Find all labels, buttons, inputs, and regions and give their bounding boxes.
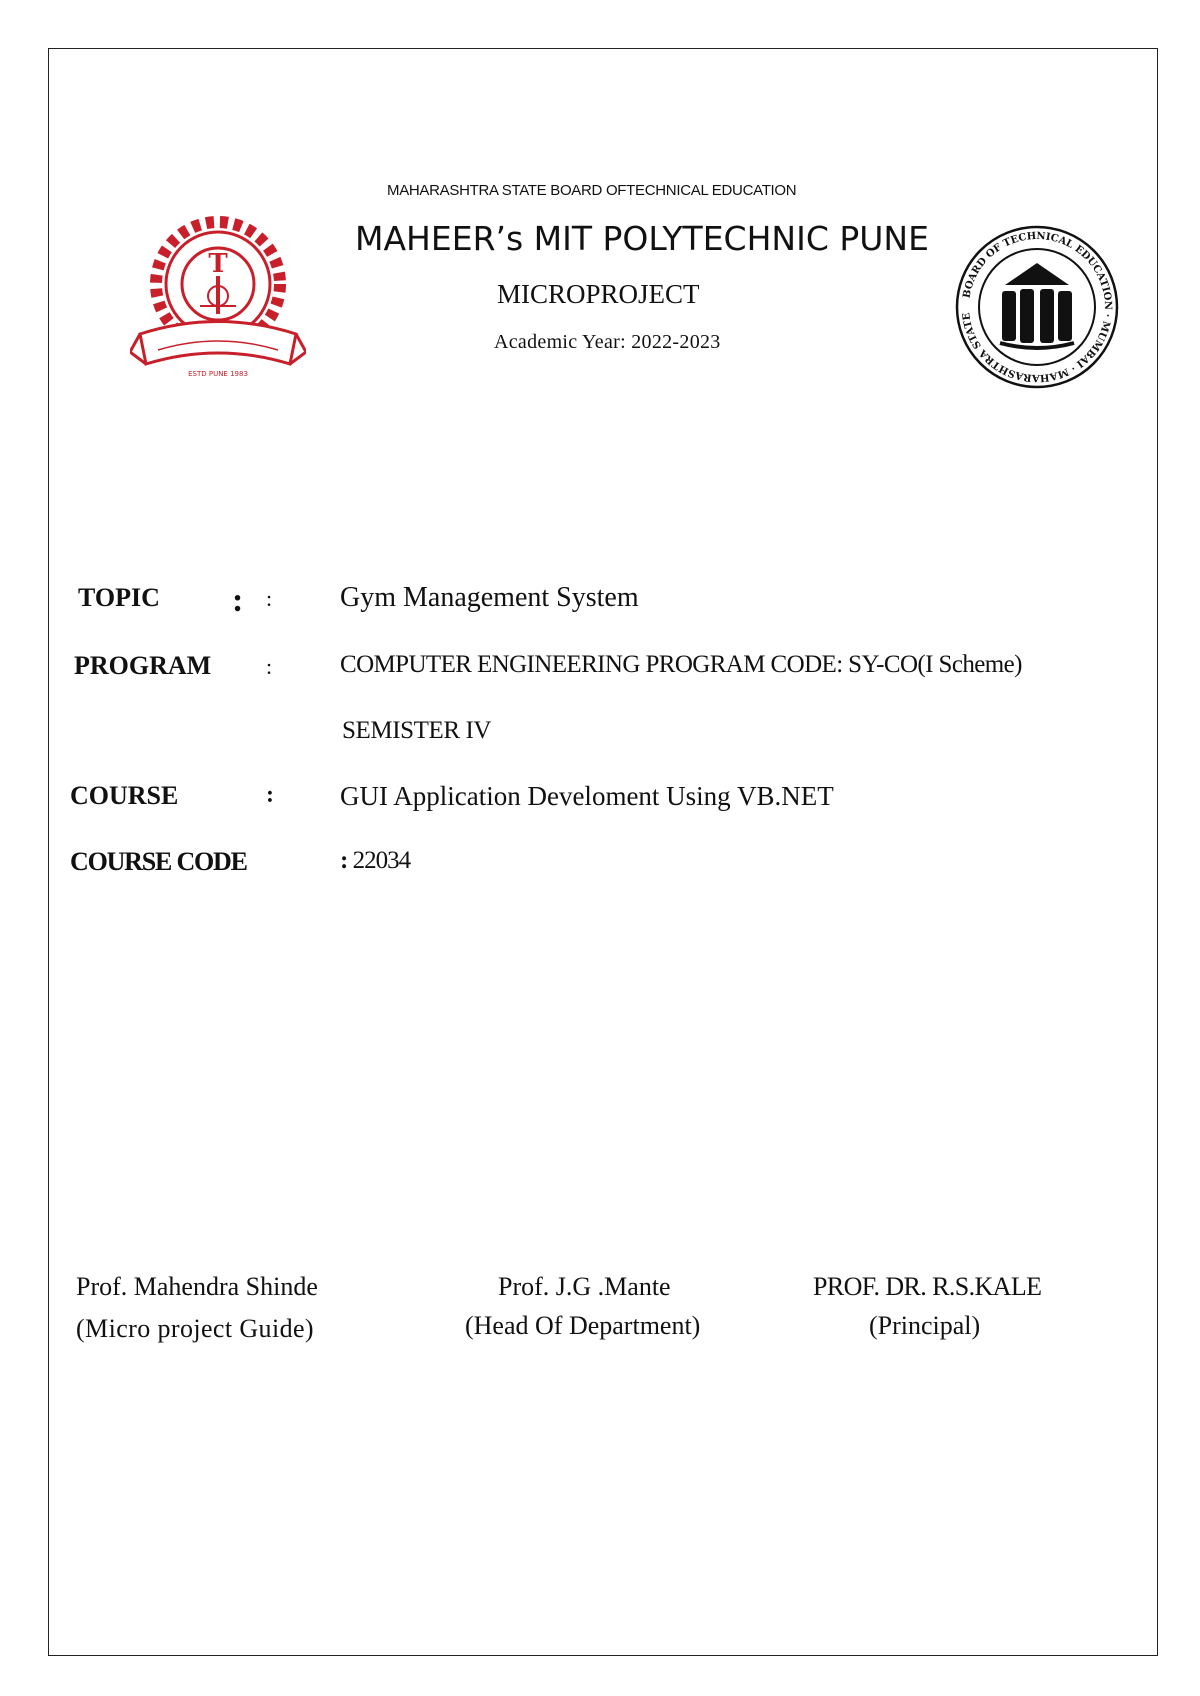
emblem-year-text: ESTD PUNE 1983 [188, 370, 248, 378]
course-label: COURSE [70, 781, 179, 810]
hod-name: Prof. J.G .Mante [498, 1272, 671, 1301]
document-title: MICROPROJECT [497, 279, 700, 309]
svg-text:BOARD OF TECHNICAL EDUCATION · [961, 231, 1113, 383]
msbte-seal-logo [950, 225, 1125, 390]
program-label: PROGRAM [74, 651, 212, 680]
topic-label: TOPIC [78, 583, 160, 612]
hod-role: (Head Of Department) [465, 1311, 701, 1340]
college-name: MAHEER’s MIT POLYTECHNIC PUNE [355, 219, 929, 258]
svg-text:T: T [208, 249, 228, 279]
guide-name: Prof. Mahendra Shinde [76, 1272, 318, 1301]
course-code-value: 22034 [352, 847, 411, 874]
course-colon: : [266, 782, 274, 808]
mit-emblem-logo [130, 214, 306, 384]
book-icon [1000, 263, 1074, 348]
program-value: COMPUTER ENGINEERING PROGRAM CODE: SY-CO(I Scheme) [340, 651, 1022, 678]
program-semester: SEMISTER IV [342, 717, 492, 744]
topic-colon-bold: : [232, 582, 244, 619]
seal-ring-text: BOARD OF TECHNICAL EDUCATION · MUMBAI · MAHARASHTRA STATE [961, 230, 1114, 384]
principal-name: PROF. DR. R.S.KALE [813, 1272, 1042, 1301]
topic-value: Gym Management System [340, 582, 639, 613]
principal-role: (Principal) [869, 1311, 981, 1340]
course-code-label: COURSE CODE [70, 847, 247, 876]
academic-year: Academic Year: 2022-2023 [494, 331, 721, 353]
course-code-colon: : [340, 847, 348, 874]
guide-role: (Micro project Guide) [76, 1314, 314, 1343]
course-code-value-line [340, 847, 410, 875]
program-colon: : [266, 654, 273, 679]
board-name: MAHARASHTRA STATE BOARD OFTECHNICAL EDUCATION [387, 182, 797, 199]
course-value: GUI Application Develoment Using VB.NET [340, 781, 834, 811]
topic-colon: : [266, 586, 273, 611]
